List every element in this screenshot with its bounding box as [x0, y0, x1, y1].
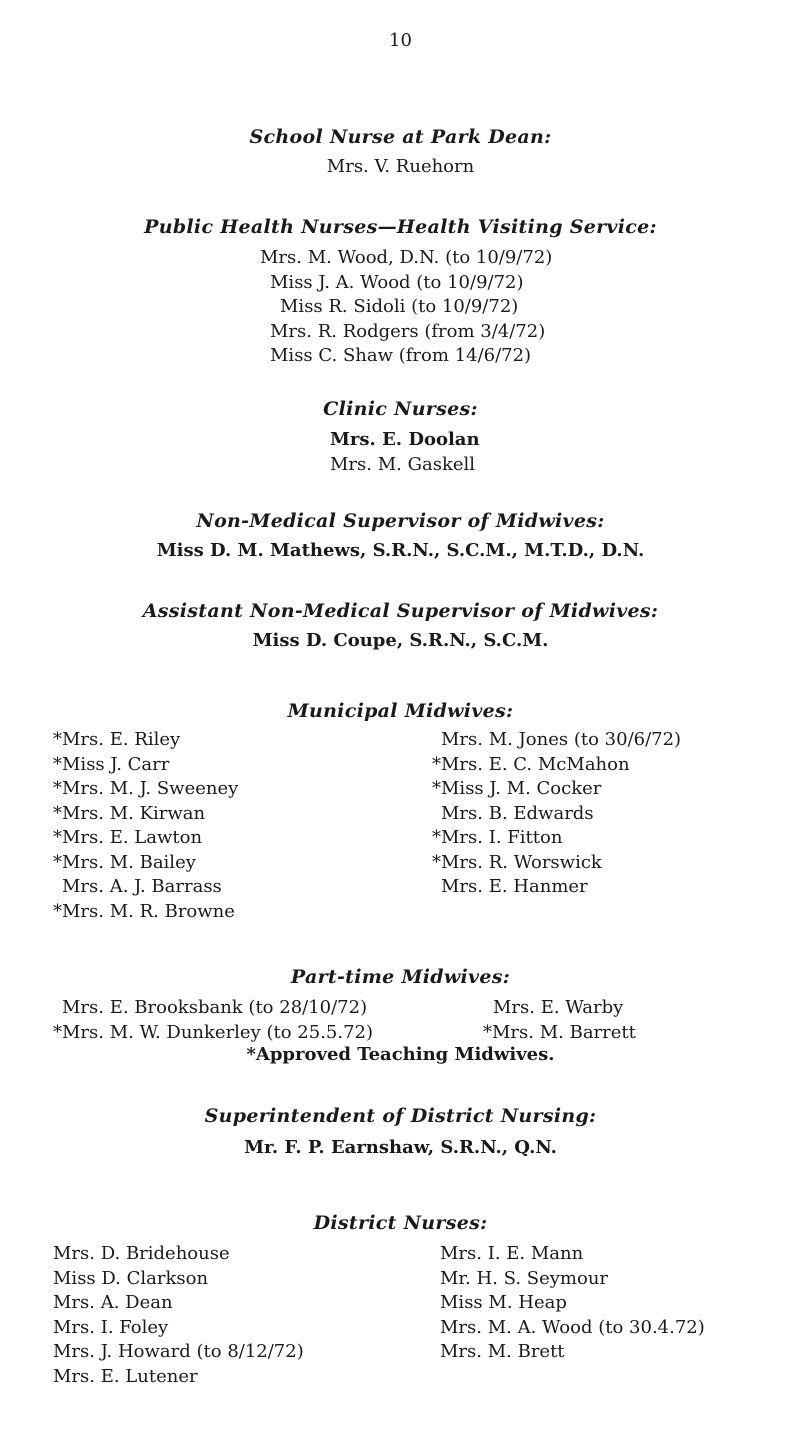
- list-item: Miss M. Heap: [440, 1292, 567, 1313]
- list-item: Mr. H. S. Seymour: [440, 1267, 609, 1289]
- list-item: *Mrs. R. Worswick: [432, 851, 602, 873]
- heading-school-nurse: School Nurse at Park Dean:: [249, 126, 552, 148]
- list-item: *Mrs. M. Bailey: [53, 851, 196, 873]
- part-time-left-list: [53, 996, 373, 1045]
- clinic-list: [330, 428, 480, 477]
- list-item: Mrs. J. Howard (to 8/12/72): [53, 1341, 304, 1362]
- supervisor-name: Miss D. M. Mathews, S.R.N., S.C.M., M.T.D., D.N.: [156, 540, 645, 561]
- heading-assistant-supervisor: Assistant Non-Medical Supervisor of Midwives:: [142, 600, 659, 622]
- list-item: Mrs. E. Doolan: [330, 429, 480, 450]
- list-item: *Mrs. E. Riley: [53, 729, 181, 750]
- list-item: *Mrs. E. Lawton: [53, 827, 203, 848]
- list-item: Mrs. M. A. Wood (to 30.4.72): [440, 1316, 705, 1338]
- heading-supervisor: Non-Medical Supervisor of Midwives:: [196, 510, 605, 532]
- list-item: *Mrs. M. Kirwan: [53, 802, 206, 824]
- list-item: Mrs. M. Brett: [440, 1341, 565, 1362]
- heading-municipal: Municipal Midwives:: [287, 700, 514, 722]
- heading-district: District Nurses:: [313, 1212, 488, 1234]
- list-item: *Miss J. Carr: [53, 753, 170, 775]
- list-item: Mrs. I. Foley: [53, 1316, 169, 1338]
- heading-part-time: Part-time Midwives:: [290, 966, 511, 988]
- list-item: *Mrs. E. C. McMahon: [432, 753, 630, 775]
- heading-superintendent: Superintendent of District Nursing:: [204, 1105, 597, 1127]
- list-item: Mrs. E. Lutener: [53, 1365, 198, 1387]
- list-item: *Mrs. M. Barrett: [483, 1021, 636, 1043]
- list-item: *Mrs. M. W. Dunkerley (to 25.5.72): [53, 1021, 374, 1043]
- part-time-footnote: *Approved Teaching Midwives.: [246, 1044, 555, 1065]
- list-item: Mrs. E. Warby: [493, 997, 624, 1018]
- assistant-supervisor-name: Miss D. Coupe, S.R.N., S.C.M.: [252, 630, 549, 651]
- list-item: Miss C. Shaw (from 14/6/72): [270, 345, 532, 366]
- list-item: Mrs. E. Hanmer: [441, 876, 588, 897]
- list-item: Mrs. I. E. Mann: [440, 1243, 584, 1264]
- public-health-list: [260, 246, 552, 369]
- list-item: Mrs. R. Rodgers (from 3/4/72): [270, 320, 546, 342]
- district-left-list: [53, 1242, 304, 1389]
- list-item: Mrs. B. Edwards: [441, 802, 594, 824]
- heading-clinic: Clinic Nurses:: [323, 398, 478, 420]
- list-item: *Mrs. M. R. Browne: [53, 900, 235, 922]
- page-number: 10: [389, 30, 412, 51]
- list-item: Mrs. A. Dean: [53, 1292, 173, 1313]
- municipal-left-list: [53, 728, 238, 924]
- list-item: Miss J. A. Wood (to 10/9/72): [270, 271, 524, 293]
- heading-public-health: Public Health Nurses—Health Visiting Service:: [144, 216, 657, 238]
- list-item: Mrs. A. J. Barrass: [62, 876, 222, 897]
- list-item: Mrs. E. Brooksbank (to 28/10/72): [62, 997, 368, 1018]
- district-right-list: [440, 1242, 705, 1365]
- list-item: *Mrs. I. Fitton: [432, 827, 563, 848]
- list-item: Mrs. M. Wood, D.N. (to 10/9/72): [260, 247, 553, 268]
- municipal-right-list: [432, 728, 681, 900]
- list-item: Miss D. Clarkson: [53, 1267, 209, 1289]
- list-item: Mrs. D. Bridehouse: [53, 1243, 230, 1264]
- list-item: Miss R. Sidoli (to 10/9/72): [280, 296, 519, 317]
- superintendent-name: Mr. F. P. Earnshaw, S.R.N., Q.N.: [244, 1137, 557, 1158]
- list-item: *Mrs. M. J. Sweeney: [53, 778, 239, 799]
- list-item: *Miss J. M. Cocker: [432, 778, 602, 799]
- list-item: Mrs. M. Gaskell: [330, 453, 476, 475]
- part-time-right-list: [483, 996, 636, 1045]
- school-nurse-name: Mrs. V. Ruehorn: [326, 156, 475, 177]
- list-item: Mrs. M. Jones (to 30/6/72): [441, 729, 682, 750]
